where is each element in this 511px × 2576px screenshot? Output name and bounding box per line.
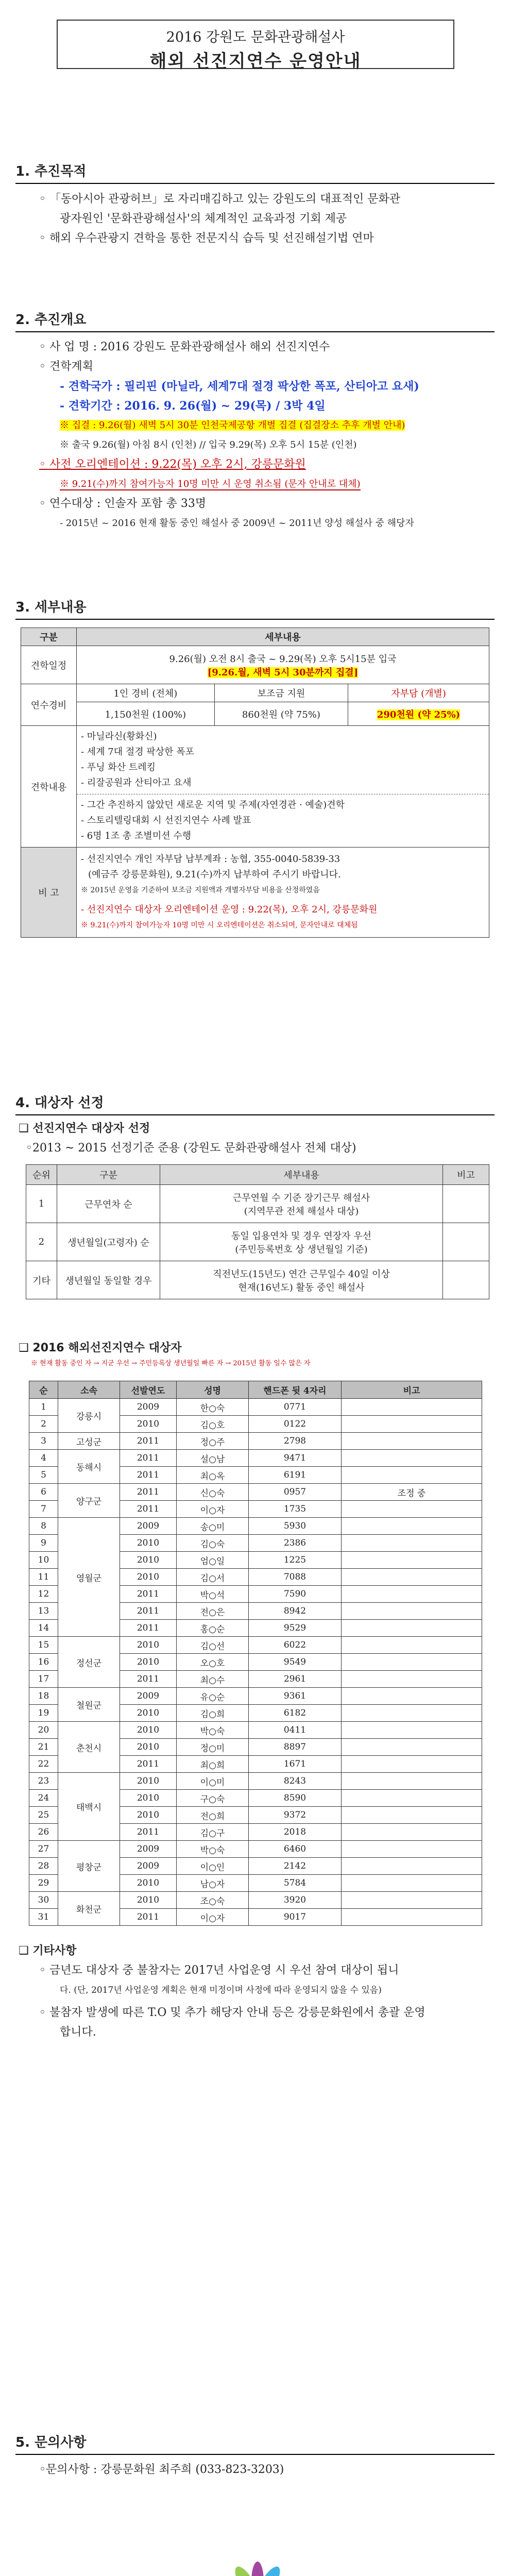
cost-value-self-text: 290천원 (약 25%) bbox=[377, 709, 461, 720]
type-cell: 근무연차 순 bbox=[57, 1185, 160, 1223]
subheading: ❑ 기타사항 bbox=[19, 1944, 77, 1957]
table-row bbox=[29, 1433, 482, 1450]
name-cell: 한○숙 bbox=[177, 1399, 249, 1416]
note-cell bbox=[342, 1450, 482, 1467]
org-cell: 철원군 bbox=[58, 1688, 120, 1722]
subheading: ❑ 2016 해외선진지연수 대상자 bbox=[19, 1342, 182, 1354]
n-cell: 23 bbox=[29, 1773, 58, 1790]
n-cell: 21 bbox=[29, 1739, 58, 1756]
overview-line: ◦ 연수대상 : 인솔자 포함 총 33명 bbox=[39, 497, 207, 510]
participant-rows bbox=[29, 1399, 482, 1926]
doc-subtitle: 2016 강원도 문화관광해설사 bbox=[166, 29, 345, 45]
table-row bbox=[29, 1688, 482, 1705]
phone-cell: 0122 bbox=[249, 1416, 342, 1433]
org-cell: 화천군 bbox=[58, 1892, 120, 1926]
type-cell: 생년월일 동일할 경우 bbox=[57, 1261, 160, 1299]
table-row bbox=[21, 726, 489, 848]
year-cell: 2009 bbox=[120, 1399, 177, 1416]
purpose-line: ◦ 「동아시아 관광허브」로 자리매김하고 있는 강원도의 대표적인 문화관 bbox=[39, 193, 400, 206]
n-cell: 18 bbox=[29, 1688, 58, 1705]
purpose-line: ◦ 해외 우수관광지 견학을 통한 전문지식 습득 및 선진해설기법 연마 bbox=[39, 232, 374, 245]
year-cell: 2010 bbox=[120, 1416, 177, 1433]
name-cell: 남○자 bbox=[177, 1875, 249, 1892]
name-cell: 김○서 bbox=[177, 1569, 249, 1586]
note-cell bbox=[342, 1892, 482, 1909]
note-cell bbox=[342, 1824, 482, 1841]
n-cell: 26 bbox=[29, 1824, 58, 1841]
section-title: 3. 세부내용 bbox=[15, 597, 495, 620]
n-cell: 5 bbox=[29, 1467, 58, 1484]
year-cell: 2010 bbox=[120, 1739, 177, 1756]
year-cell: 2009 bbox=[120, 1858, 177, 1875]
phone-cell: 8897 bbox=[249, 1739, 342, 1756]
subheading: ❑ 선진지연수 대상자 선정 bbox=[19, 1122, 150, 1135]
list-item: - 푸닝 화산 트레킹 bbox=[81, 762, 156, 773]
n-cell: 20 bbox=[29, 1722, 58, 1739]
table-header-row bbox=[21, 628, 489, 646]
n-cell: 29 bbox=[29, 1875, 58, 1892]
year-cell: 2011 bbox=[120, 1603, 177, 1620]
overview-line: ◦ 사 업 명 : 2016 강원도 문화관광해설사 해외 선진지연수 bbox=[39, 341, 330, 353]
phone-cell: 8590 bbox=[249, 1790, 342, 1807]
name-cell: 김○숙 bbox=[177, 1535, 249, 1552]
n-cell: 30 bbox=[29, 1892, 58, 1909]
table-row bbox=[21, 702, 489, 726]
phone-cell: 0771 bbox=[249, 1399, 342, 1416]
note-cell bbox=[342, 1620, 482, 1637]
phone-cell: 1671 bbox=[249, 1756, 342, 1773]
note-cell bbox=[342, 1807, 482, 1824]
note-cell bbox=[342, 1416, 482, 1433]
phone-cell: 9471 bbox=[249, 1450, 342, 1467]
org-cell: 강릉시 bbox=[58, 1399, 120, 1433]
selection-intro bbox=[19, 1119, 487, 1158]
year-cell: 2010 bbox=[120, 1535, 177, 1552]
phone-cell: 9361 bbox=[249, 1688, 342, 1705]
phone-cell: 8942 bbox=[249, 1603, 342, 1620]
table-header-row bbox=[29, 1381, 482, 1399]
n-cell: 19 bbox=[29, 1705, 58, 1722]
n-cell: 27 bbox=[29, 1841, 58, 1858]
note-cell bbox=[342, 1501, 482, 1518]
org-cell: 평창군 bbox=[58, 1841, 120, 1892]
year-cell: 2011 bbox=[120, 1501, 177, 1518]
year-cell: 2010 bbox=[120, 1637, 177, 1654]
phone-cell: 0957 bbox=[249, 1484, 342, 1501]
note-cell bbox=[342, 1739, 482, 1756]
org-cell: 춘천시 bbox=[58, 1722, 120, 1773]
org-cell: 양구군 bbox=[58, 1484, 120, 1518]
year-cell: 2011 bbox=[120, 1484, 177, 1501]
etc-line: 합니다. bbox=[60, 2026, 96, 2039]
detail-line: 근무연월 수 기준 장기근무 해설사 bbox=[232, 1192, 370, 1204]
year-cell: 2010 bbox=[120, 1722, 177, 1739]
year-cell: 2011 bbox=[120, 1909, 177, 1926]
detail-table bbox=[21, 628, 489, 938]
name-cell: 신○숙 bbox=[177, 1484, 249, 1501]
remark-line: - 선진지연수 대상자 오리엔테이션 운영 : 9.22(목), 오후 2시, 강릉문화원 bbox=[81, 904, 378, 915]
table-row bbox=[21, 646, 489, 684]
phone-cell: 1735 bbox=[249, 1501, 342, 1518]
n-cell: 13 bbox=[29, 1603, 58, 1620]
cancel-note-text: ※ 9.21(수)까지 참여가능자 10명 미만 시 운영 취소됨 (문자 안내로 대체) bbox=[60, 479, 361, 489]
name-cell: 김○희 bbox=[177, 1705, 249, 1722]
name-cell: 김○호 bbox=[177, 1416, 249, 1433]
note-cell bbox=[342, 1637, 482, 1654]
list-item: - 리잘공원과 산티아고 요새 bbox=[81, 777, 192, 788]
year-cell: 2011 bbox=[120, 1756, 177, 1773]
name-cell: 구○숙 bbox=[177, 1790, 249, 1807]
n-cell: 31 bbox=[29, 1909, 58, 1926]
year-cell: 2011 bbox=[120, 1586, 177, 1603]
remark-note: ※ 2015년 운영을 기준하여 보조금 지원액과 개별자부담 비용을 산정하였음 bbox=[81, 886, 320, 894]
list-item: - 세계 7대 절경 팍상한 폭포 bbox=[81, 747, 195, 757]
schedule-text: 9.26(월) 오전 8시 출국 ~ 9.29(목) 오후 5시15분 입국 bbox=[169, 653, 397, 665]
year-cell: 2011 bbox=[120, 1433, 177, 1450]
name-cell: 박○숙 bbox=[177, 1722, 249, 1739]
table-row bbox=[26, 1185, 489, 1223]
n-cell: 10 bbox=[29, 1552, 58, 1569]
phone-cell: 2386 bbox=[249, 1535, 342, 1552]
phone-cell: 2961 bbox=[249, 1671, 342, 1688]
year-cell: 2011 bbox=[120, 1620, 177, 1637]
name-cell: 전○희 bbox=[177, 1807, 249, 1824]
year-cell: 2011 bbox=[120, 1450, 177, 1467]
country-line: - 견학국가 : 필리핀 (마닐라, 세계7대 절경 팍상한 폭포, 산티아고 요새) bbox=[60, 380, 419, 393]
name-cell: 이○미 bbox=[177, 1773, 249, 1790]
name-cell: 박○숙 bbox=[177, 1841, 249, 1858]
orientation-line: ◦ 사전 오리엔테이션 : 9.22(목) 오후 2시, 강릉문화원 bbox=[39, 458, 306, 471]
detail-cell bbox=[160, 1185, 443, 1223]
year-cell: 2011 bbox=[120, 1671, 177, 1688]
detail-line: 현재(16년도) 활동 중인 해설사 bbox=[238, 1282, 365, 1293]
year-cell: 2010 bbox=[120, 1552, 177, 1569]
table-row bbox=[29, 1722, 482, 1739]
etc-section bbox=[19, 1941, 487, 2042]
n-cell: 22 bbox=[29, 1756, 58, 1773]
note-cell bbox=[342, 1518, 482, 1535]
phone-cell: 2142 bbox=[249, 1858, 342, 1875]
year-cell: 2011 bbox=[120, 1824, 177, 1841]
content-cell bbox=[77, 726, 489, 848]
table-row bbox=[29, 1637, 482, 1654]
period-line: - 견학기간 : 2016. 9. 26(월) ~ 29(목) / 3박 4일 bbox=[60, 399, 326, 413]
header-cell: 세부내용 bbox=[77, 628, 489, 646]
table-row bbox=[26, 1261, 489, 1299]
phone-cell: 5930 bbox=[249, 1518, 342, 1535]
name-cell: 최○옥 bbox=[177, 1467, 249, 1484]
name-cell: 최○수 bbox=[177, 1671, 249, 1688]
name-cell: 설○남 bbox=[177, 1450, 249, 1467]
cost-header: 자부담 (개별) bbox=[348, 684, 489, 702]
remark-line: (예금주 강릉문화원), 9.21(수)까지 납부하여 주시기 바랍니다. bbox=[88, 869, 341, 880]
name-cell: 이○인 bbox=[177, 1858, 249, 1875]
header-cell: 선발연도 bbox=[120, 1381, 177, 1399]
note-cell bbox=[443, 1223, 489, 1261]
table-row bbox=[29, 1892, 482, 1909]
note-cell bbox=[342, 1705, 482, 1722]
note-cell bbox=[342, 1909, 482, 1926]
cancel-note bbox=[60, 474, 487, 494]
participant-table bbox=[29, 1381, 482, 1926]
n-cell: 15 bbox=[29, 1637, 58, 1654]
section-3 bbox=[15, 597, 495, 620]
note-cell bbox=[443, 1185, 489, 1223]
name-cell: 최○희 bbox=[177, 1756, 249, 1773]
year-cell: 2010 bbox=[120, 1773, 177, 1790]
assembly-note bbox=[60, 416, 487, 435]
schedule-cell bbox=[77, 646, 489, 684]
etc-line: 다. (단, 2017년 사업운영 계획은 현재 미정이며 사정에 따라 운영되지 않을 수 있음) bbox=[60, 1985, 382, 1995]
n-cell: 7 bbox=[29, 1501, 58, 1518]
n-cell: 16 bbox=[29, 1654, 58, 1671]
note-cell bbox=[443, 1261, 489, 1299]
section-5 bbox=[15, 2432, 495, 2455]
criteria-table bbox=[26, 1164, 489, 1299]
year-cell: 2009 bbox=[120, 1688, 177, 1705]
section-title: 5. 문의사항 bbox=[15, 2432, 495, 2455]
content-list bbox=[77, 726, 489, 794]
content-list bbox=[77, 794, 489, 847]
contact-block bbox=[19, 2460, 487, 2480]
cost-value: 1,150천원 (100%) bbox=[77, 702, 215, 726]
n-cell: 1 bbox=[29, 1399, 58, 1416]
note-cell bbox=[342, 1399, 482, 1416]
note-cell bbox=[342, 1756, 482, 1773]
title-box bbox=[57, 20, 454, 72]
note-cell bbox=[342, 1433, 482, 1450]
remark-line: - 선진지연수 개인 자부담 납부계좌 : 농협, 355-0040-5839-33 bbox=[81, 854, 340, 865]
overview-line: ◦ 견학계획 bbox=[39, 360, 93, 373]
phone-cell: 6022 bbox=[249, 1637, 342, 1654]
note-cell bbox=[342, 1603, 482, 1620]
table-row bbox=[29, 1773, 482, 1790]
priority-note: ※ 현재 활동 중인 자 → 지군 우선 → 주민등록상 생년월일 빠른 자 → 2015년 활동 일수 많은 자 bbox=[31, 1360, 311, 1367]
year-cell: 2010 bbox=[120, 1569, 177, 1586]
list-item: - 그간 추진하지 않았던 새로운 지역 및 주제(자연경관 · 예술)견학 bbox=[81, 800, 345, 810]
cost-header: 1인 경비 (전체) bbox=[77, 684, 215, 702]
n-cell: 6 bbox=[29, 1484, 58, 1501]
section-4 bbox=[15, 1092, 495, 1115]
note-cell bbox=[342, 1722, 482, 1739]
rank-cell: 1 bbox=[26, 1185, 57, 1223]
detail-line: 동일 입용연차 및 경우 연장자 우선 bbox=[231, 1230, 372, 1242]
name-cell: 송○미 bbox=[177, 1518, 249, 1535]
table-row bbox=[29, 1484, 482, 1501]
table-row bbox=[26, 1223, 489, 1261]
note-cell bbox=[342, 1569, 482, 1586]
note-cell bbox=[342, 1671, 482, 1688]
overview-line: - 2015년 ~ 2016 현재 활동 중인 해설사 중 2009년 ~ 2011년 양성 해설사 중 해당자 bbox=[60, 518, 414, 529]
note-cell bbox=[342, 1858, 482, 1875]
n-cell: 9 bbox=[29, 1535, 58, 1552]
header-cell: 순 bbox=[29, 1381, 58, 1399]
table-row bbox=[29, 1399, 482, 1416]
remark-note: ※ 9.21(수)까지 참여가능자 10명 미만 시 오리엔테이션은 취소되며, 문자안내로 대체됨 bbox=[81, 921, 358, 929]
detail-line: 직전년도(15년도) 연간 근무일수 40일 이상 bbox=[213, 1268, 390, 1280]
section-1 bbox=[15, 161, 495, 184]
section-2 bbox=[15, 309, 495, 332]
header-cell: 구분 bbox=[21, 628, 77, 646]
name-cell: 박○석 bbox=[177, 1586, 249, 1603]
org-cell: 고성군 bbox=[58, 1433, 120, 1450]
participant-heading bbox=[19, 1338, 487, 1369]
name-cell: 오○호 bbox=[177, 1654, 249, 1671]
name-cell: 이○자 bbox=[177, 1501, 249, 1518]
n-cell: 3 bbox=[29, 1433, 58, 1450]
header-cell: 성명 bbox=[177, 1381, 249, 1399]
flight-note: ※ 출국 9.26(월) 아침 8시 (인천) // 입국 9.29(목) 오후 5시 15분 (인천) bbox=[60, 439, 357, 450]
name-cell: 김○구 bbox=[177, 1824, 249, 1841]
org-cell: 영월군 bbox=[58, 1518, 120, 1637]
name-cell: 유○순 bbox=[177, 1688, 249, 1705]
etc-line: ◦ 금년도 대상자 중 불참자는 2017년 사업운영 시 우선 참여 대상이 됩니 bbox=[39, 1964, 399, 1977]
header-cell: 세부내용 bbox=[160, 1165, 443, 1185]
name-cell: 홍○순 bbox=[177, 1620, 249, 1637]
row-label: 견학내용 bbox=[21, 726, 77, 848]
detail-line: (주민등록번호 상 생년월일 기준) bbox=[235, 1244, 368, 1255]
phone-cell: 5784 bbox=[249, 1875, 342, 1892]
rank-cell: 2 bbox=[26, 1223, 57, 1261]
section-1-body bbox=[19, 190, 487, 248]
detail-cell bbox=[160, 1223, 443, 1261]
row-label: 비 고 bbox=[21, 848, 77, 938]
year-cell: 2010 bbox=[120, 1790, 177, 1807]
note-cell: 조정 중 bbox=[342, 1484, 482, 1501]
phone-cell: 3920 bbox=[249, 1892, 342, 1909]
header-cell: 비고 bbox=[443, 1165, 489, 1185]
detail-cell bbox=[160, 1261, 443, 1299]
phone-cell: 0411 bbox=[249, 1722, 342, 1739]
table-row bbox=[21, 848, 489, 938]
n-cell: 8 bbox=[29, 1518, 58, 1535]
phone-cell: 7088 bbox=[249, 1569, 342, 1586]
table-row bbox=[29, 1518, 482, 1535]
note-cell bbox=[342, 1586, 482, 1603]
year-cell: 2009 bbox=[120, 1841, 177, 1858]
name-cell: 엄○일 bbox=[177, 1552, 249, 1569]
header-cell: 구분 bbox=[57, 1165, 160, 1185]
note-cell bbox=[342, 1467, 482, 1484]
purpose-line: 광자원인 '문화관광해설사'의 체계적인 교육과정 기회 제공 bbox=[60, 212, 347, 225]
table-row bbox=[29, 1841, 482, 1858]
name-cell: 김○선 bbox=[177, 1637, 249, 1654]
n-cell: 4 bbox=[29, 1450, 58, 1467]
n-cell: 28 bbox=[29, 1858, 58, 1875]
org-cell: 정선군 bbox=[58, 1637, 120, 1688]
phone-cell: 9549 bbox=[249, 1654, 342, 1671]
year-cell: 2010 bbox=[120, 1654, 177, 1671]
name-cell: 정○미 bbox=[177, 1739, 249, 1756]
remark-cell bbox=[77, 848, 489, 938]
name-cell: 전○은 bbox=[177, 1603, 249, 1620]
logo-mark-icon bbox=[227, 2556, 288, 2576]
header-cell: 소속 bbox=[58, 1381, 120, 1399]
n-cell: 12 bbox=[29, 1586, 58, 1603]
org-cell: 태백시 bbox=[58, 1773, 120, 1841]
year-cell: 2010 bbox=[120, 1892, 177, 1909]
note-cell bbox=[342, 1841, 482, 1858]
phone-cell: 9529 bbox=[249, 1620, 342, 1637]
phone-cell: 1225 bbox=[249, 1552, 342, 1569]
phone-cell: 6182 bbox=[249, 1705, 342, 1722]
name-cell: 조○숙 bbox=[177, 1892, 249, 1909]
table-row bbox=[29, 1450, 482, 1467]
org-cell: 동해시 bbox=[58, 1450, 120, 1484]
cost-value: 860천원 (약 75%) bbox=[214, 702, 348, 726]
name-cell: 이○자 bbox=[177, 1909, 249, 1926]
phone-cell: 6191 bbox=[249, 1467, 342, 1484]
section-2-body bbox=[19, 337, 487, 533]
list-item: - 6명 1조 총 조별미션 수행 bbox=[81, 831, 192, 841]
selection-criteria-line: ◦2013 ~ 2015 선정기준 준용 (강원도 문화관광해설사 전체 대상) bbox=[26, 1142, 356, 1155]
logo bbox=[222, 2556, 294, 2576]
n-cell: 25 bbox=[29, 1807, 58, 1824]
schedule-assembly bbox=[81, 665, 485, 679]
note-cell bbox=[342, 1790, 482, 1807]
phone-cell: 9372 bbox=[249, 1807, 342, 1824]
phone-cell: 6460 bbox=[249, 1841, 342, 1858]
row-label: 연수경비 bbox=[21, 684, 77, 726]
detail-line: (지역무관 전체 해설사 대상) bbox=[244, 1206, 359, 1217]
phone-cell: 9017 bbox=[249, 1909, 342, 1926]
cost-value-self bbox=[348, 702, 489, 726]
n-cell: 24 bbox=[29, 1790, 58, 1807]
table-header-row bbox=[26, 1165, 489, 1185]
cost-header: 보조금 지원 bbox=[214, 684, 348, 702]
list-item: - 마닐라신(황화신) bbox=[81, 731, 157, 742]
doc-title: 해외 선진지연수 운영안내 bbox=[149, 51, 362, 72]
year-cell: 2010 bbox=[120, 1807, 177, 1824]
phone-cell: 2798 bbox=[249, 1433, 342, 1450]
list-item: - 스토리텔링대회 시 선진지연수 사례 발표 bbox=[81, 815, 251, 826]
n-cell: 11 bbox=[29, 1569, 58, 1586]
phone-cell: 2018 bbox=[249, 1824, 342, 1841]
year-cell: 2010 bbox=[120, 1875, 177, 1892]
note-cell bbox=[342, 1875, 482, 1892]
phone-cell: 8243 bbox=[249, 1773, 342, 1790]
etc-line: ◦ 불참자 발생에 따른 T.O 및 추가 해당자 안내 등은 강릉문화원에서 총괄 운영 bbox=[39, 2006, 425, 2019]
assembly-note-text: ※ 집결 : 9.26(월) 새벽 5시 30분 인천국제공항 개별 집결 (집결장소 추후 개별 안내) bbox=[60, 420, 405, 431]
header-cell: 핸드폰 뒷 4자리 bbox=[249, 1381, 342, 1399]
contact-line: ◦문의사항 : 강릉문화원 최주희 (033-823-3203) bbox=[39, 2463, 284, 2476]
note-cell bbox=[342, 1654, 482, 1671]
n-cell: 17 bbox=[29, 1671, 58, 1688]
note-cell bbox=[342, 1773, 482, 1790]
phone-cell: 7590 bbox=[249, 1586, 342, 1603]
note-cell bbox=[342, 1552, 482, 1569]
header-cell: 순위 bbox=[26, 1165, 57, 1185]
n-cell: 14 bbox=[29, 1620, 58, 1637]
year-cell: 2011 bbox=[120, 1467, 177, 1484]
note-cell bbox=[342, 1535, 482, 1552]
section-title: 4. 대상자 선정 bbox=[15, 1092, 495, 1115]
type-cell: 생년월일(고령자) 순 bbox=[57, 1223, 160, 1261]
note-cell bbox=[342, 1688, 482, 1705]
section-title: 1. 추진목적 bbox=[15, 161, 495, 184]
year-cell: 2010 bbox=[120, 1705, 177, 1722]
header-cell: 비고 bbox=[342, 1381, 482, 1399]
section-title: 2. 추진개요 bbox=[15, 309, 495, 332]
year-cell: 2009 bbox=[120, 1518, 177, 1535]
table-row bbox=[21, 684, 489, 702]
n-cell: 2 bbox=[29, 1416, 58, 1433]
name-cell: 정○주 bbox=[177, 1433, 249, 1450]
rank-cell: 기타 bbox=[26, 1261, 57, 1299]
row-label: 견학일정 bbox=[21, 646, 77, 684]
schedule-assembly-text: [9.26.월, 새벽 5시 30분까지 집결] bbox=[207, 667, 359, 678]
